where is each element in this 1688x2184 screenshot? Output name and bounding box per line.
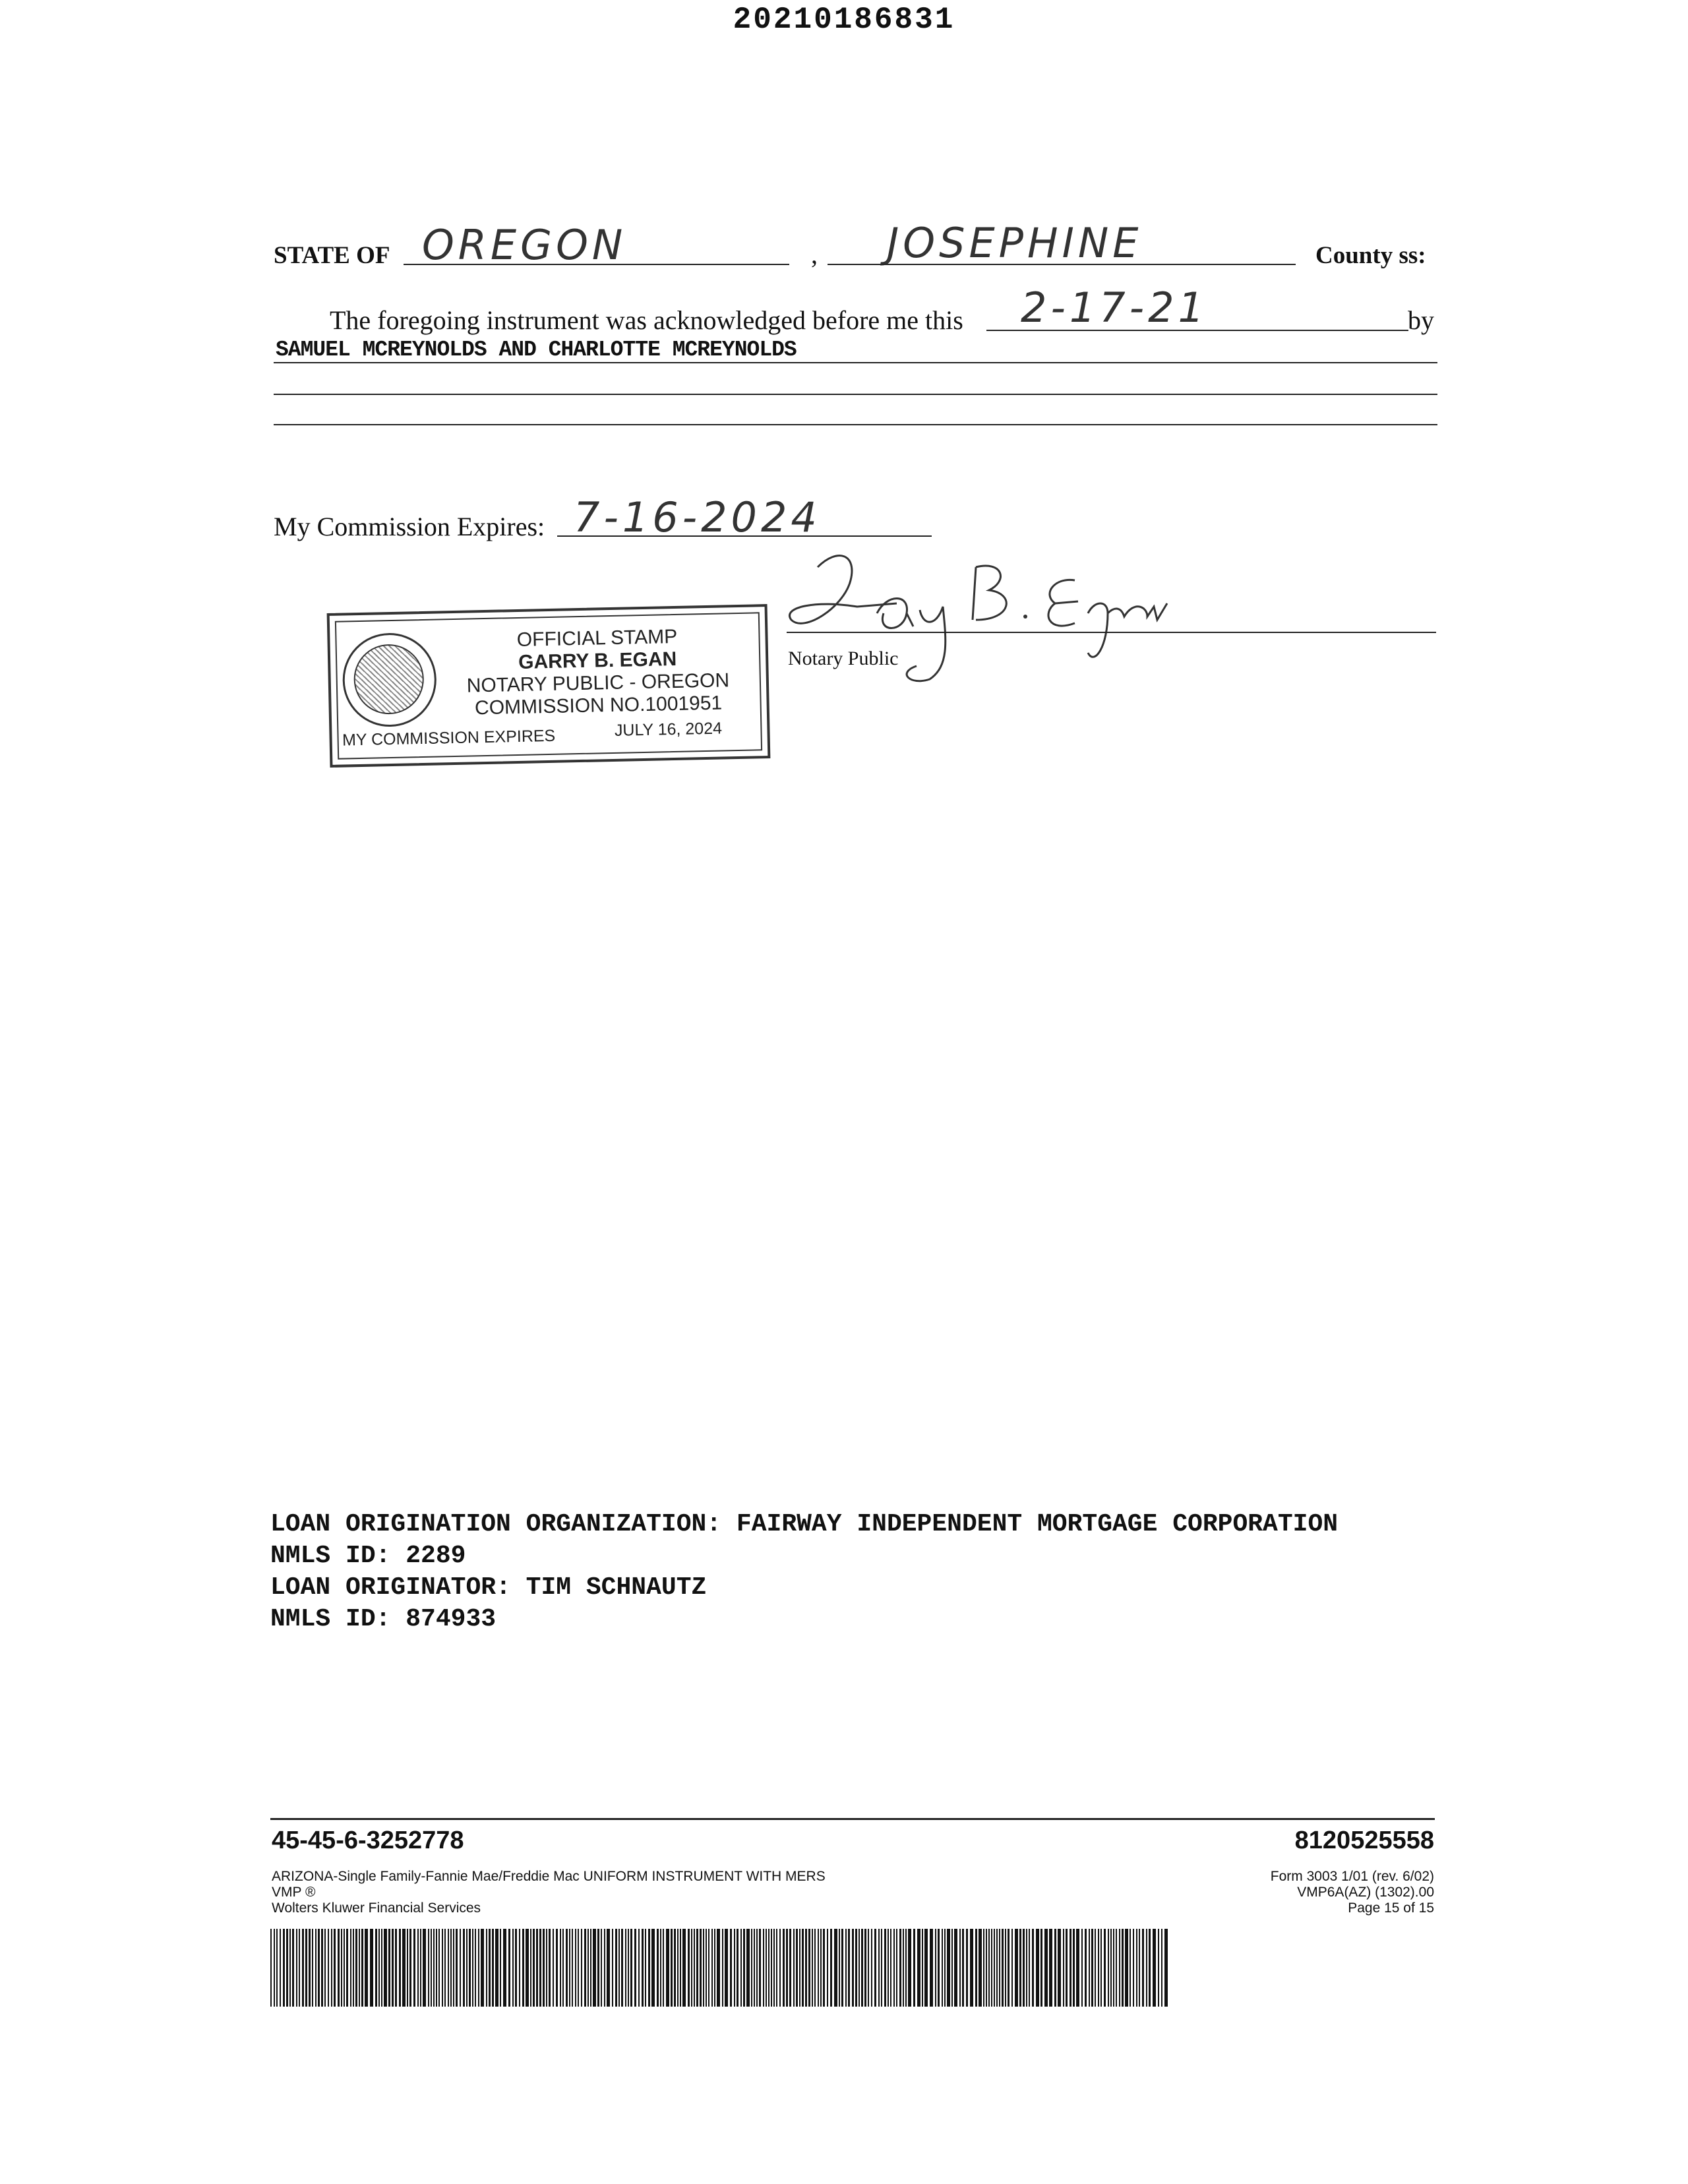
footer-form-number: Form 3003 1/01 (rev. 6/02) (1270, 1869, 1434, 1884)
footer-vmp: VMP ® (272, 1885, 316, 1900)
footer-page-number: Page 15 of 15 (1348, 1900, 1434, 1916)
blank-line-1 (274, 394, 1437, 395)
footer-rule (270, 1818, 1435, 1820)
stamp-line-5b: JULY 16, 2024 (614, 719, 723, 740)
loan-originator: LOAN ORIGINATOR: TIM SCHNAUTZ (270, 1573, 707, 1602)
county-value: JOSEPHINE (887, 219, 1143, 267)
stamp-line-2: GARRY B. EGAN (518, 648, 677, 673)
stamp-line-3: NOTARY PUBLIC - OREGON (466, 669, 730, 697)
blank-line-2 (274, 424, 1437, 425)
official-stamp (327, 604, 771, 768)
signature-line (787, 632, 1436, 633)
stamp-line-1: OFFICIAL STAMP (516, 625, 678, 651)
originator-nmls-id: NMLS ID: 874933 (270, 1605, 497, 1633)
commission-label: My Commission Expires: (274, 512, 545, 541)
org-nmls-id: NMLS ID: 2289 (270, 1542, 466, 1570)
foregoing-text: The foregoing instrument was acknowledged before me this (330, 305, 963, 335)
signers-underline (274, 362, 1437, 363)
by-label: by (1408, 305, 1434, 335)
signer-names: SAMUEL MCREYNOLDS AND CHARLOTTE MCREYNOLDS (276, 338, 797, 362)
loan-origination-org: LOAN ORIGINATION ORGANIZATION: FAIRWAY INDEPENDENT MORTGAGE CORPORATION (270, 1510, 1339, 1538)
county-label: County ss: (1315, 242, 1426, 269)
acknowledgment-date: 2-17-21 (1021, 284, 1208, 332)
commission-expiration: 7-16-2024 (574, 493, 821, 541)
notary-public-label: Notary Public (788, 648, 899, 669)
comma: , (811, 239, 818, 269)
commission-underline (557, 535, 932, 537)
stamp-line-5a: MY COMMISSION EXPIRES (342, 726, 556, 750)
stamp-line-4: COMMISSION NO.1001951 (474, 692, 723, 719)
state-underline (404, 264, 789, 265)
footer-form-description: ARIZONA-Single Family-Fannie Mae/Freddie Mac UNIFORM INSTRUMENT WITH MERS (272, 1869, 826, 1884)
county-underline (828, 264, 1296, 265)
footer-right-number: 8120525558 (1294, 1827, 1434, 1854)
footer-vmp-code: VMP6A(AZ) (1302).00 (1297, 1885, 1434, 1900)
footer-publisher: Wolters Kluwer Financial Services (272, 1900, 481, 1916)
footer-left-number: 45-45-6-3252778 (272, 1827, 464, 1854)
state-label: STATE OF (274, 242, 390, 269)
date-underline (986, 330, 1408, 331)
barcode-icon (270, 1929, 1170, 2007)
state-value: OREGON (422, 221, 627, 269)
document-number: 20210186831 (733, 3, 955, 37)
